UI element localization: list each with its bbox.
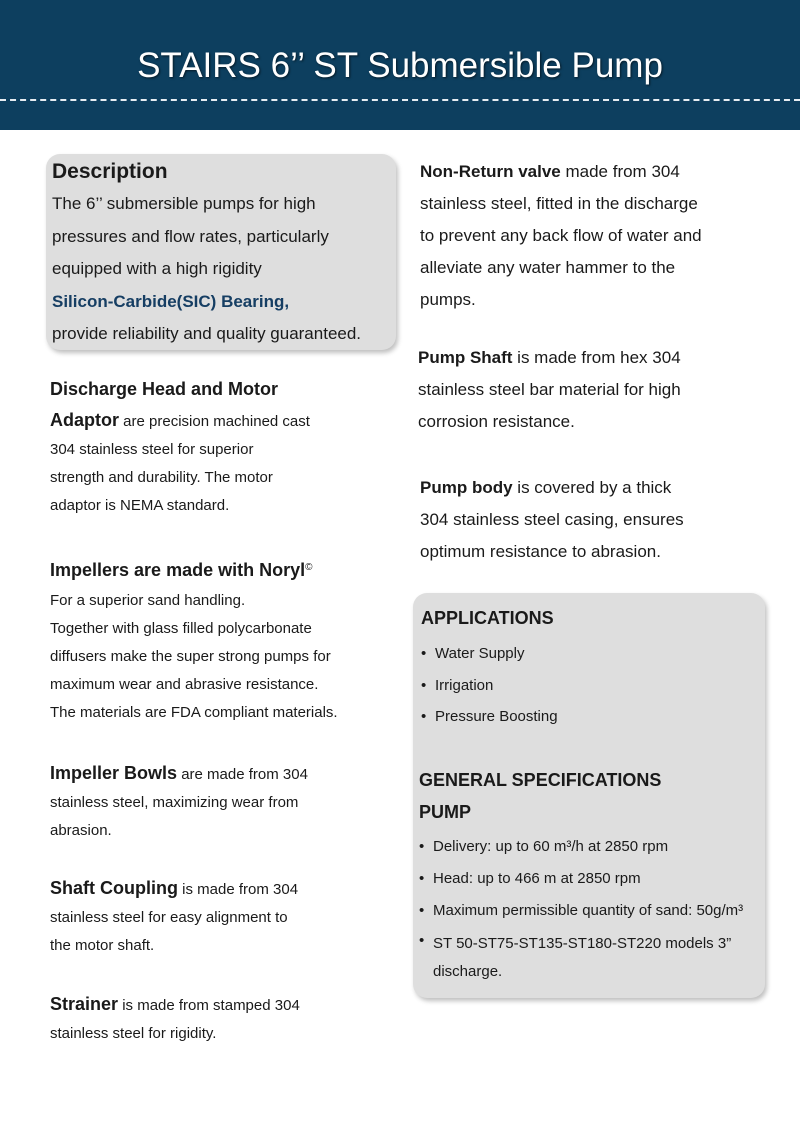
list-item: • Pressure Boosting	[421, 701, 558, 733]
registered-mark: ©	[305, 562, 313, 573]
specs-subheading: PUMP	[419, 802, 472, 822]
bowls-section	[50, 759, 395, 845]
strainer-title: Strainer	[50, 994, 119, 1014]
description-highlight: Silicon-Carbide(SIC) Bearing,	[52, 291, 290, 311]
impellers-text: maximum wear and abrasive resistance.	[50, 676, 319, 693]
strainer-text: stainless steel for rigidity.	[50, 1025, 217, 1042]
impellers-text: For a superior sand handling.	[50, 592, 246, 609]
description-line: pressures and flow rates, particularly	[52, 226, 329, 246]
coupling-title: Shaft Coupling	[50, 878, 178, 898]
list-item: • Maximum permissible quantity of sand: 50g/m³	[419, 895, 743, 927]
description-line: equipped with a high rigidity	[52, 259, 262, 278]
specs-list	[419, 831, 743, 986]
coupling-text: stainless steel for easy alignment to	[50, 909, 288, 926]
shaft-section	[418, 342, 788, 438]
body-title: Pump body	[420, 478, 513, 497]
description-text	[52, 188, 361, 351]
discharge-text: strength and durability. The motor	[50, 469, 273, 486]
models-text: ST 50-ST75-ST135-ST180-ST220 models 3”	[433, 935, 732, 952]
shaft-text: corrosion resistance.	[418, 412, 575, 431]
valve-text: alleviate any water hammer to the	[420, 258, 676, 277]
applications-heading: APPLICATIONS	[421, 608, 554, 628]
impellers-text: The materials are FDA compliant materials.	[50, 704, 338, 721]
discharge-section	[50, 374, 395, 520]
description-heading: Description	[52, 160, 168, 183]
specs-heading: GENERAL SPECIFICATIONS	[419, 770, 662, 790]
page-title: STAIRS 6’’ ST Submersible Pump	[137, 46, 663, 85]
coupling-section	[50, 874, 395, 960]
valve-text: stainless steel, fitted in the discharge	[420, 194, 698, 213]
valve-text: to prevent any back flow of water and	[420, 226, 702, 245]
models-text: discharge.	[433, 963, 503, 980]
shaft-text: stainless steel bar material for high	[418, 380, 681, 399]
coupling-text: is made from 304	[177, 881, 299, 898]
applications-list	[421, 638, 558, 733]
strainer-section	[50, 990, 395, 1048]
list-item	[419, 927, 743, 986]
bowls-text: stainless steel, maximizing wear from	[50, 794, 299, 811]
list-item: • Water Supply	[421, 638, 558, 670]
discharge-title: Discharge Head and Motor	[50, 379, 279, 399]
discharge-text: are precision machined cast	[119, 413, 310, 430]
list-item: • Irrigation	[421, 670, 558, 702]
shaft-text: is made from hex 304	[512, 348, 681, 367]
valve-text: pumps.	[420, 290, 476, 309]
bowls-title: Impeller Bowls	[50, 763, 178, 783]
body-text: optimum resistance to abrasion.	[420, 542, 661, 561]
bowls-text: abrasion.	[50, 822, 112, 839]
discharge-text: adaptor is NEMA standard.	[50, 497, 230, 514]
coupling-text: the motor shaft.	[50, 937, 155, 954]
header-dashed-divider	[0, 99, 800, 101]
body-text: 304 stainless steel casing, ensures	[420, 510, 684, 529]
impellers-title: Impellers are made with Noryl	[50, 560, 306, 580]
strainer-text: is made from stamped 304	[118, 997, 300, 1014]
impellers-text: diffusers make the super strong pumps for	[50, 648, 331, 665]
body-text: is covered by a thick	[512, 478, 672, 497]
description-line: provide reliability and quality guaranteed.	[52, 324, 362, 343]
shaft-title: Pump Shaft	[418, 348, 513, 367]
impellers-section	[50, 553, 395, 727]
body-section	[420, 472, 790, 568]
valve-text: made from 304	[560, 162, 680, 181]
bowls-text: are made from 304	[177, 766, 308, 783]
valve-section	[420, 156, 790, 316]
list-item: • Delivery: up to 60 m³/h at 2850 rpm	[419, 831, 743, 863]
discharge-text: 304 stainless steel for superior	[50, 441, 254, 458]
list-item: • Head: up to 466 m at 2850 rpm	[419, 863, 743, 895]
valve-title: Non-Return valve	[420, 162, 561, 181]
page-header	[0, 0, 800, 130]
description-line: The 6’’ submersible pumps for high	[52, 194, 316, 213]
discharge-title-2: Adaptor	[50, 410, 119, 430]
impellers-text: Together with glass filled polycarbonate	[50, 620, 312, 637]
